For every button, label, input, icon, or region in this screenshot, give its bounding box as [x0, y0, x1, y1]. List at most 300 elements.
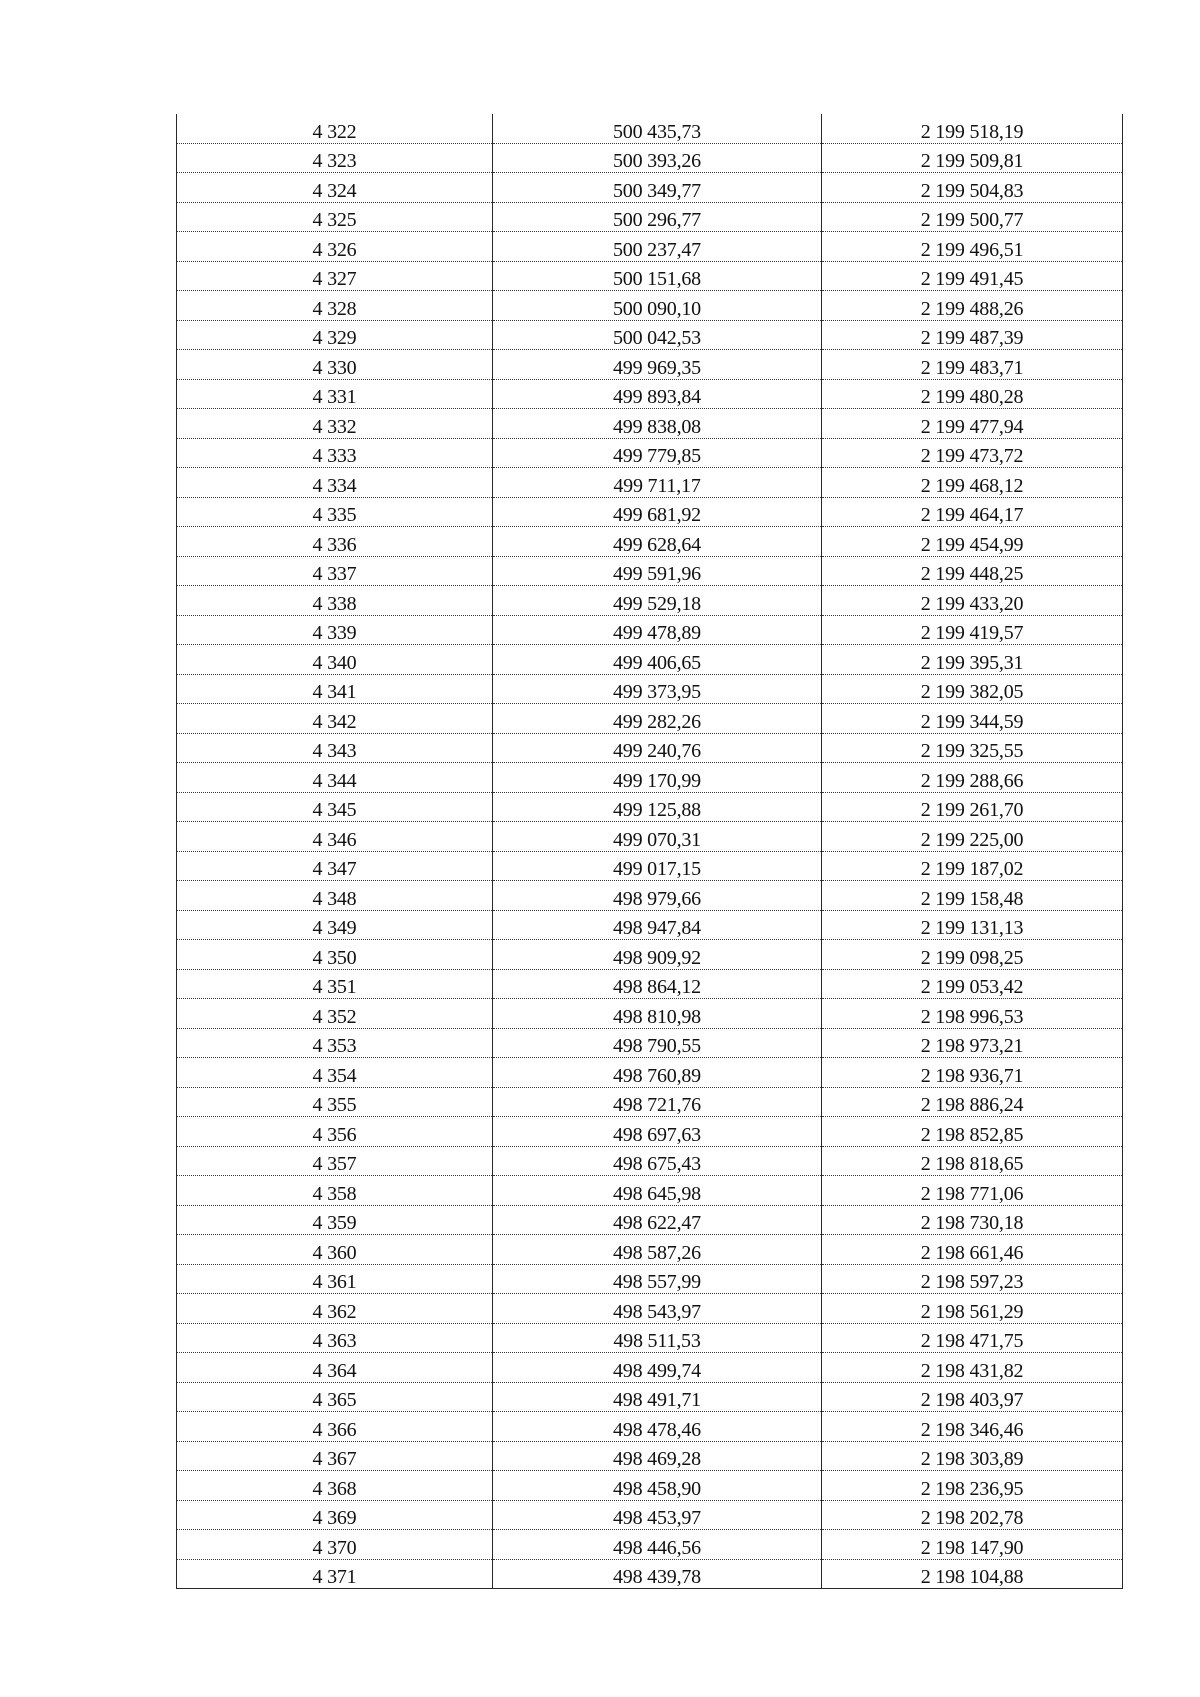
y-coordinate-cell	[822, 733, 1123, 763]
cell-text: 499 125,88	[612, 799, 701, 821]
x-coordinate-cell	[493, 1087, 822, 1117]
cell-text: 499 838,08	[612, 415, 701, 438]
point-number-cell	[177, 999, 493, 1029]
cell-text: 2 199 496,51	[920, 238, 1024, 261]
table-row	[177, 881, 1123, 911]
cell-text: 4 357	[312, 1153, 357, 1175]
cell-text: 2 198 886,24	[920, 1094, 1024, 1116]
table-row	[177, 1264, 1123, 1294]
x-coordinate-cell	[493, 1441, 822, 1471]
cell-text: 4 351	[312, 976, 357, 998]
point-number-cell	[177, 881, 493, 911]
point-number-cell	[177, 586, 493, 616]
point-number-cell	[177, 1058, 493, 1088]
point-number-cell	[177, 1441, 493, 1471]
y-coordinate-cell	[822, 999, 1123, 1029]
point-number-cell	[177, 556, 493, 586]
cell-text: 499 170,99	[612, 769, 701, 792]
cell-text: 4 365	[312, 1389, 357, 1411]
y-coordinate-cell	[822, 1323, 1123, 1353]
cell-text: 498 675,43	[612, 1153, 701, 1175]
cell-text: 500 237,47	[612, 238, 701, 261]
cell-text: 498 697,63	[612, 1123, 701, 1146]
cell-text: 498 511,53	[613, 1330, 701, 1352]
cell-text: 499 373,95	[612, 681, 701, 703]
cell-text: 4 336	[312, 533, 357, 556]
cell-text: 2 199 053,42	[920, 976, 1024, 998]
cell-text: 4 347	[312, 858, 357, 880]
cell-text: 4 338	[312, 592, 357, 615]
point-number-cell	[177, 1264, 493, 1294]
cell-text: 2 198 852,85	[920, 1123, 1024, 1146]
table-row	[177, 940, 1123, 970]
table-row	[177, 910, 1123, 940]
cell-text: 498 810,98	[612, 1005, 701, 1028]
table-row	[177, 615, 1123, 645]
x-coordinate-cell	[493, 261, 822, 291]
cell-text: 4 335	[312, 504, 357, 526]
table-row	[177, 1441, 1123, 1471]
y-coordinate-cell	[822, 1382, 1123, 1412]
cell-text: 4 349	[312, 917, 357, 939]
table-row	[177, 497, 1123, 527]
table-row	[177, 1382, 1123, 1412]
table-row	[177, 1559, 1123, 1589]
table-row	[177, 438, 1123, 468]
cell-text: 4 340	[312, 651, 357, 674]
point-number-cell	[177, 1530, 493, 1560]
y-coordinate-cell	[822, 173, 1123, 203]
cell-text: 2 199 288,66	[920, 769, 1024, 792]
cell-text: 499 779,85	[612, 445, 701, 467]
x-coordinate-cell	[493, 733, 822, 763]
cell-text: 2 199 395,31	[920, 651, 1024, 674]
cell-text: 4 356	[312, 1123, 357, 1146]
cell-text: 498 453,97	[612, 1507, 701, 1529]
cell-text: 4 326	[312, 238, 357, 261]
cell-text: 2 199 491,45	[920, 268, 1024, 290]
x-coordinate-cell	[493, 173, 822, 203]
cell-text: 4 348	[312, 887, 357, 910]
cell-text: 2 198 147,90	[920, 1536, 1024, 1559]
cell-text: 2 199 187,02	[920, 858, 1024, 880]
table-row	[177, 114, 1123, 143]
table-row	[177, 792, 1123, 822]
y-coordinate-cell	[822, 1500, 1123, 1530]
y-coordinate-cell	[822, 1117, 1123, 1147]
x-coordinate-cell	[493, 704, 822, 734]
cell-text: 2 198 661,46	[920, 1241, 1024, 1264]
y-coordinate-cell	[822, 202, 1123, 232]
cell-text: 4 370	[312, 1536, 357, 1559]
table-row	[177, 468, 1123, 498]
cell-text: 2 199 131,13	[920, 917, 1024, 939]
cell-text: 499 282,26	[612, 710, 701, 733]
cell-text: 4 354	[312, 1064, 357, 1087]
cell-text: 499 591,96	[612, 563, 701, 585]
point-number-cell	[177, 497, 493, 527]
cell-text: 2 199 518,19	[920, 120, 1024, 143]
cell-text: 2 198 104,88	[920, 1566, 1024, 1588]
y-coordinate-cell	[822, 261, 1123, 291]
cell-text: 2 199 225,00	[920, 828, 1024, 851]
cell-text: 499 529,18	[612, 592, 701, 615]
y-coordinate-cell	[822, 704, 1123, 734]
y-coordinate-cell	[822, 1087, 1123, 1117]
point-number-cell	[177, 1117, 493, 1147]
x-coordinate-cell	[493, 851, 822, 881]
cell-text: 499 017,15	[612, 858, 701, 880]
x-coordinate-cell	[493, 1559, 822, 1589]
point-number-cell	[177, 1294, 493, 1324]
table-row	[177, 1294, 1123, 1324]
y-coordinate-cell	[822, 468, 1123, 498]
table-row	[177, 1530, 1123, 1560]
table-row	[177, 1500, 1123, 1530]
cell-text: 499 628,64	[612, 533, 701, 556]
table-row	[177, 1205, 1123, 1235]
cell-text: 4 345	[312, 799, 357, 821]
cell-text: 4 369	[312, 1507, 357, 1529]
point-number-cell	[177, 379, 493, 409]
cell-text: 4 342	[312, 710, 357, 733]
point-number-cell	[177, 261, 493, 291]
y-coordinate-cell	[822, 291, 1123, 321]
point-number-cell	[177, 674, 493, 704]
cell-text: 2 199 158,48	[920, 887, 1024, 910]
cell-text: 499 711,17	[613, 474, 701, 497]
cell-text: 2 198 403,97	[920, 1389, 1024, 1411]
y-coordinate-cell	[822, 527, 1123, 557]
y-coordinate-cell	[822, 1559, 1123, 1589]
point-number-cell	[177, 645, 493, 675]
cell-text: 498 587,26	[612, 1241, 701, 1264]
cell-text: 4 325	[312, 209, 357, 231]
x-coordinate-cell	[493, 615, 822, 645]
cell-text: 499 893,84	[612, 386, 701, 408]
cell-text: 2 199 480,28	[920, 386, 1024, 408]
point-number-cell	[177, 1323, 493, 1353]
point-number-cell	[177, 969, 493, 999]
point-number-cell	[177, 733, 493, 763]
y-coordinate-cell	[822, 1530, 1123, 1560]
y-coordinate-cell	[822, 674, 1123, 704]
table-row	[177, 350, 1123, 380]
cell-text: 2 198 346,46	[920, 1418, 1024, 1441]
table-row	[177, 232, 1123, 262]
cell-text: 4 366	[312, 1418, 357, 1441]
cell-text: 500 349,77	[612, 179, 701, 202]
coordinates-table	[176, 114, 1123, 1589]
y-coordinate-cell	[822, 1294, 1123, 1324]
cell-text: 498 864,12	[612, 976, 701, 998]
table-row	[177, 202, 1123, 232]
table-row	[177, 556, 1123, 586]
y-coordinate-cell	[822, 438, 1123, 468]
cell-text: 498 458,90	[612, 1477, 701, 1500]
y-coordinate-cell	[822, 409, 1123, 439]
x-coordinate-cell	[493, 202, 822, 232]
cell-text: 2 198 597,23	[920, 1271, 1024, 1293]
x-coordinate-cell	[493, 1235, 822, 1265]
cell-text: 498 979,66	[612, 887, 701, 910]
y-coordinate-cell	[822, 1058, 1123, 1088]
cell-text: 4 350	[312, 946, 357, 969]
y-coordinate-cell	[822, 1441, 1123, 1471]
cell-text: 4 363	[312, 1330, 357, 1352]
point-number-cell	[177, 940, 493, 970]
table-row	[177, 1353, 1123, 1383]
y-coordinate-cell	[822, 881, 1123, 911]
cell-text: 4 330	[312, 356, 357, 379]
point-number-cell	[177, 1176, 493, 1206]
cell-text: 4 328	[312, 297, 357, 320]
x-coordinate-cell	[493, 1205, 822, 1235]
cell-text: 4 362	[312, 1300, 357, 1323]
x-coordinate-cell	[493, 1382, 822, 1412]
cell-text: 498 557,99	[612, 1271, 701, 1293]
point-number-cell	[177, 202, 493, 232]
cell-text: 500 296,77	[612, 209, 701, 231]
point-number-cell	[177, 232, 493, 262]
x-coordinate-cell	[493, 969, 822, 999]
table-row	[177, 999, 1123, 1029]
cell-text: 498 446,56	[612, 1536, 701, 1559]
point-number-cell	[177, 763, 493, 793]
cell-text: 498 439,78	[612, 1566, 701, 1588]
x-coordinate-cell	[493, 1471, 822, 1501]
cell-text: 498 469,28	[612, 1448, 701, 1470]
cell-text: 498 790,55	[612, 1035, 701, 1057]
x-coordinate-cell	[493, 1500, 822, 1530]
cell-text: 2 198 936,71	[920, 1064, 1024, 1087]
cell-text: 498 499,74	[612, 1359, 701, 1382]
x-coordinate-cell	[493, 940, 822, 970]
point-number-cell	[177, 143, 493, 173]
cell-text: 2 198 431,82	[920, 1359, 1024, 1382]
cell-text: 498 947,84	[612, 917, 701, 939]
x-coordinate-cell	[493, 114, 822, 143]
x-coordinate-cell	[493, 527, 822, 557]
cell-text: 499 406,65	[612, 651, 701, 674]
y-coordinate-cell	[822, 645, 1123, 675]
y-coordinate-cell	[822, 763, 1123, 793]
table-row	[177, 704, 1123, 734]
point-number-cell	[177, 114, 493, 143]
cell-text: 2 199 509,81	[920, 150, 1024, 172]
cell-text: 4 323	[312, 150, 357, 172]
cell-text: 4 332	[312, 415, 357, 438]
x-coordinate-cell	[493, 350, 822, 380]
table-row	[177, 733, 1123, 763]
cell-text: 4 368	[312, 1477, 357, 1500]
x-coordinate-cell	[493, 1028, 822, 1058]
cell-text: 4 352	[312, 1005, 357, 1028]
point-number-cell	[177, 910, 493, 940]
x-coordinate-cell	[493, 556, 822, 586]
cell-text: 499 969,35	[612, 356, 701, 379]
x-coordinate-cell	[493, 409, 822, 439]
point-number-cell	[177, 1500, 493, 1530]
y-coordinate-cell	[822, 1146, 1123, 1176]
coordinates-table-container	[176, 114, 1122, 1589]
point-number-cell	[177, 468, 493, 498]
cell-text: 498 543,97	[612, 1300, 701, 1323]
y-coordinate-cell	[822, 114, 1123, 143]
cell-text: 4 353	[312, 1035, 357, 1057]
table-row	[177, 586, 1123, 616]
table-row	[177, 1323, 1123, 1353]
table-row	[177, 1087, 1123, 1117]
cell-text: 4 346	[312, 828, 357, 851]
cell-text: 2 198 771,06	[920, 1182, 1024, 1205]
table-row	[177, 527, 1123, 557]
table-row	[177, 261, 1123, 291]
x-coordinate-cell	[493, 1530, 822, 1560]
x-coordinate-cell	[493, 822, 822, 852]
cell-text: 499 240,76	[612, 740, 701, 762]
y-coordinate-cell	[822, 1471, 1123, 1501]
table-row	[177, 645, 1123, 675]
x-coordinate-cell	[493, 232, 822, 262]
x-coordinate-cell	[493, 468, 822, 498]
cell-text: 2 199 448,25	[920, 563, 1024, 585]
x-coordinate-cell	[493, 1146, 822, 1176]
point-number-cell	[177, 615, 493, 645]
x-coordinate-cell	[493, 143, 822, 173]
cell-text: 4 360	[312, 1241, 357, 1264]
point-number-cell	[177, 1028, 493, 1058]
table-row	[177, 1028, 1123, 1058]
y-coordinate-cell	[822, 497, 1123, 527]
x-coordinate-cell	[493, 910, 822, 940]
table-row	[177, 822, 1123, 852]
cell-text: 2 199 261,70	[920, 799, 1024, 821]
cell-text: 2 198 303,89	[920, 1448, 1024, 1470]
point-number-cell	[177, 173, 493, 203]
point-number-cell	[177, 1087, 493, 1117]
cell-text: 4 324	[312, 179, 357, 202]
cell-text: 498 721,76	[612, 1094, 701, 1116]
cell-text: 4 358	[312, 1182, 357, 1205]
table-row	[177, 674, 1123, 704]
cell-text: 498 909,92	[612, 946, 701, 969]
cell-text: 499 478,89	[612, 622, 701, 644]
cell-text: 500 042,53	[612, 327, 701, 349]
cell-text: 2 198 471,75	[920, 1330, 1024, 1352]
cell-text: 2 198 730,18	[920, 1212, 1024, 1234]
cell-text: 499 070,31	[612, 828, 701, 851]
cell-text: 500 435,73	[612, 120, 701, 143]
y-coordinate-cell	[822, 586, 1123, 616]
cell-text: 4 355	[312, 1094, 357, 1116]
cell-text: 4 364	[312, 1359, 357, 1382]
cell-text: 4 331	[312, 386, 357, 408]
cell-text: 4 327	[312, 268, 357, 290]
cell-text: 2 199 464,17	[920, 504, 1024, 526]
cell-text: 2 199 468,12	[920, 474, 1024, 497]
cell-text: 2 199 433,20	[920, 592, 1024, 615]
point-number-cell	[177, 1353, 493, 1383]
x-coordinate-cell	[493, 763, 822, 793]
cell-text: 2 199 473,72	[920, 445, 1024, 467]
cell-text: 2 199 504,83	[920, 179, 1024, 202]
x-coordinate-cell	[493, 881, 822, 911]
cell-text: 4 371	[312, 1566, 357, 1588]
table-row	[177, 851, 1123, 881]
x-coordinate-cell	[493, 1353, 822, 1383]
x-coordinate-cell	[493, 438, 822, 468]
cell-text: 498 645,98	[612, 1182, 701, 1205]
point-number-cell	[177, 1235, 493, 1265]
cell-text: 4 329	[312, 327, 357, 349]
cell-text: 2 198 236,95	[920, 1477, 1024, 1500]
point-number-cell	[177, 1382, 493, 1412]
cell-text: 2 198 973,21	[920, 1035, 1024, 1057]
cell-text: 498 622,47	[612, 1212, 701, 1234]
cell-text: 4 361	[312, 1271, 357, 1293]
point-number-cell	[177, 320, 493, 350]
cell-text: 4 359	[312, 1212, 357, 1234]
cell-text: 2 199 382,05	[920, 681, 1024, 703]
table-row	[177, 409, 1123, 439]
table-row	[177, 173, 1123, 203]
x-coordinate-cell	[493, 291, 822, 321]
cell-text: 4 343	[312, 740, 357, 762]
x-coordinate-cell	[493, 1117, 822, 1147]
table-row	[177, 763, 1123, 793]
x-coordinate-cell	[493, 497, 822, 527]
cell-text: 2 199 487,39	[920, 327, 1024, 349]
table-row	[177, 379, 1123, 409]
cell-text: 498 760,89	[612, 1064, 701, 1087]
cell-text: 2 199 098,25	[920, 946, 1024, 969]
cell-text: 499 681,92	[612, 504, 701, 526]
cell-text: 4 333	[312, 445, 357, 467]
cell-text: 2 199 500,77	[920, 209, 1024, 231]
table-row	[177, 1117, 1123, 1147]
point-number-cell	[177, 527, 493, 557]
point-number-cell	[177, 438, 493, 468]
point-number-cell	[177, 1471, 493, 1501]
table-row	[177, 1235, 1123, 1265]
cell-text: 2 198 996,53	[920, 1005, 1024, 1028]
y-coordinate-cell	[822, 1205, 1123, 1235]
x-coordinate-cell	[493, 1323, 822, 1353]
cell-text: 4 367	[312, 1448, 357, 1470]
x-coordinate-cell	[493, 645, 822, 675]
cell-text: 500 393,26	[612, 150, 701, 172]
table-row	[177, 1471, 1123, 1501]
y-coordinate-cell	[822, 379, 1123, 409]
y-coordinate-cell	[822, 615, 1123, 645]
x-coordinate-cell	[493, 1058, 822, 1088]
y-coordinate-cell	[822, 969, 1123, 999]
point-number-cell	[177, 1412, 493, 1442]
point-number-cell	[177, 1559, 493, 1589]
table-row	[177, 1412, 1123, 1442]
cell-text: 4 339	[312, 622, 357, 644]
y-coordinate-cell	[822, 232, 1123, 262]
point-number-cell	[177, 291, 493, 321]
y-coordinate-cell	[822, 143, 1123, 173]
y-coordinate-cell	[822, 320, 1123, 350]
x-coordinate-cell	[493, 586, 822, 616]
table-row	[177, 969, 1123, 999]
y-coordinate-cell	[822, 556, 1123, 586]
cell-text: 2 199 477,94	[920, 415, 1024, 438]
table-row	[177, 1058, 1123, 1088]
